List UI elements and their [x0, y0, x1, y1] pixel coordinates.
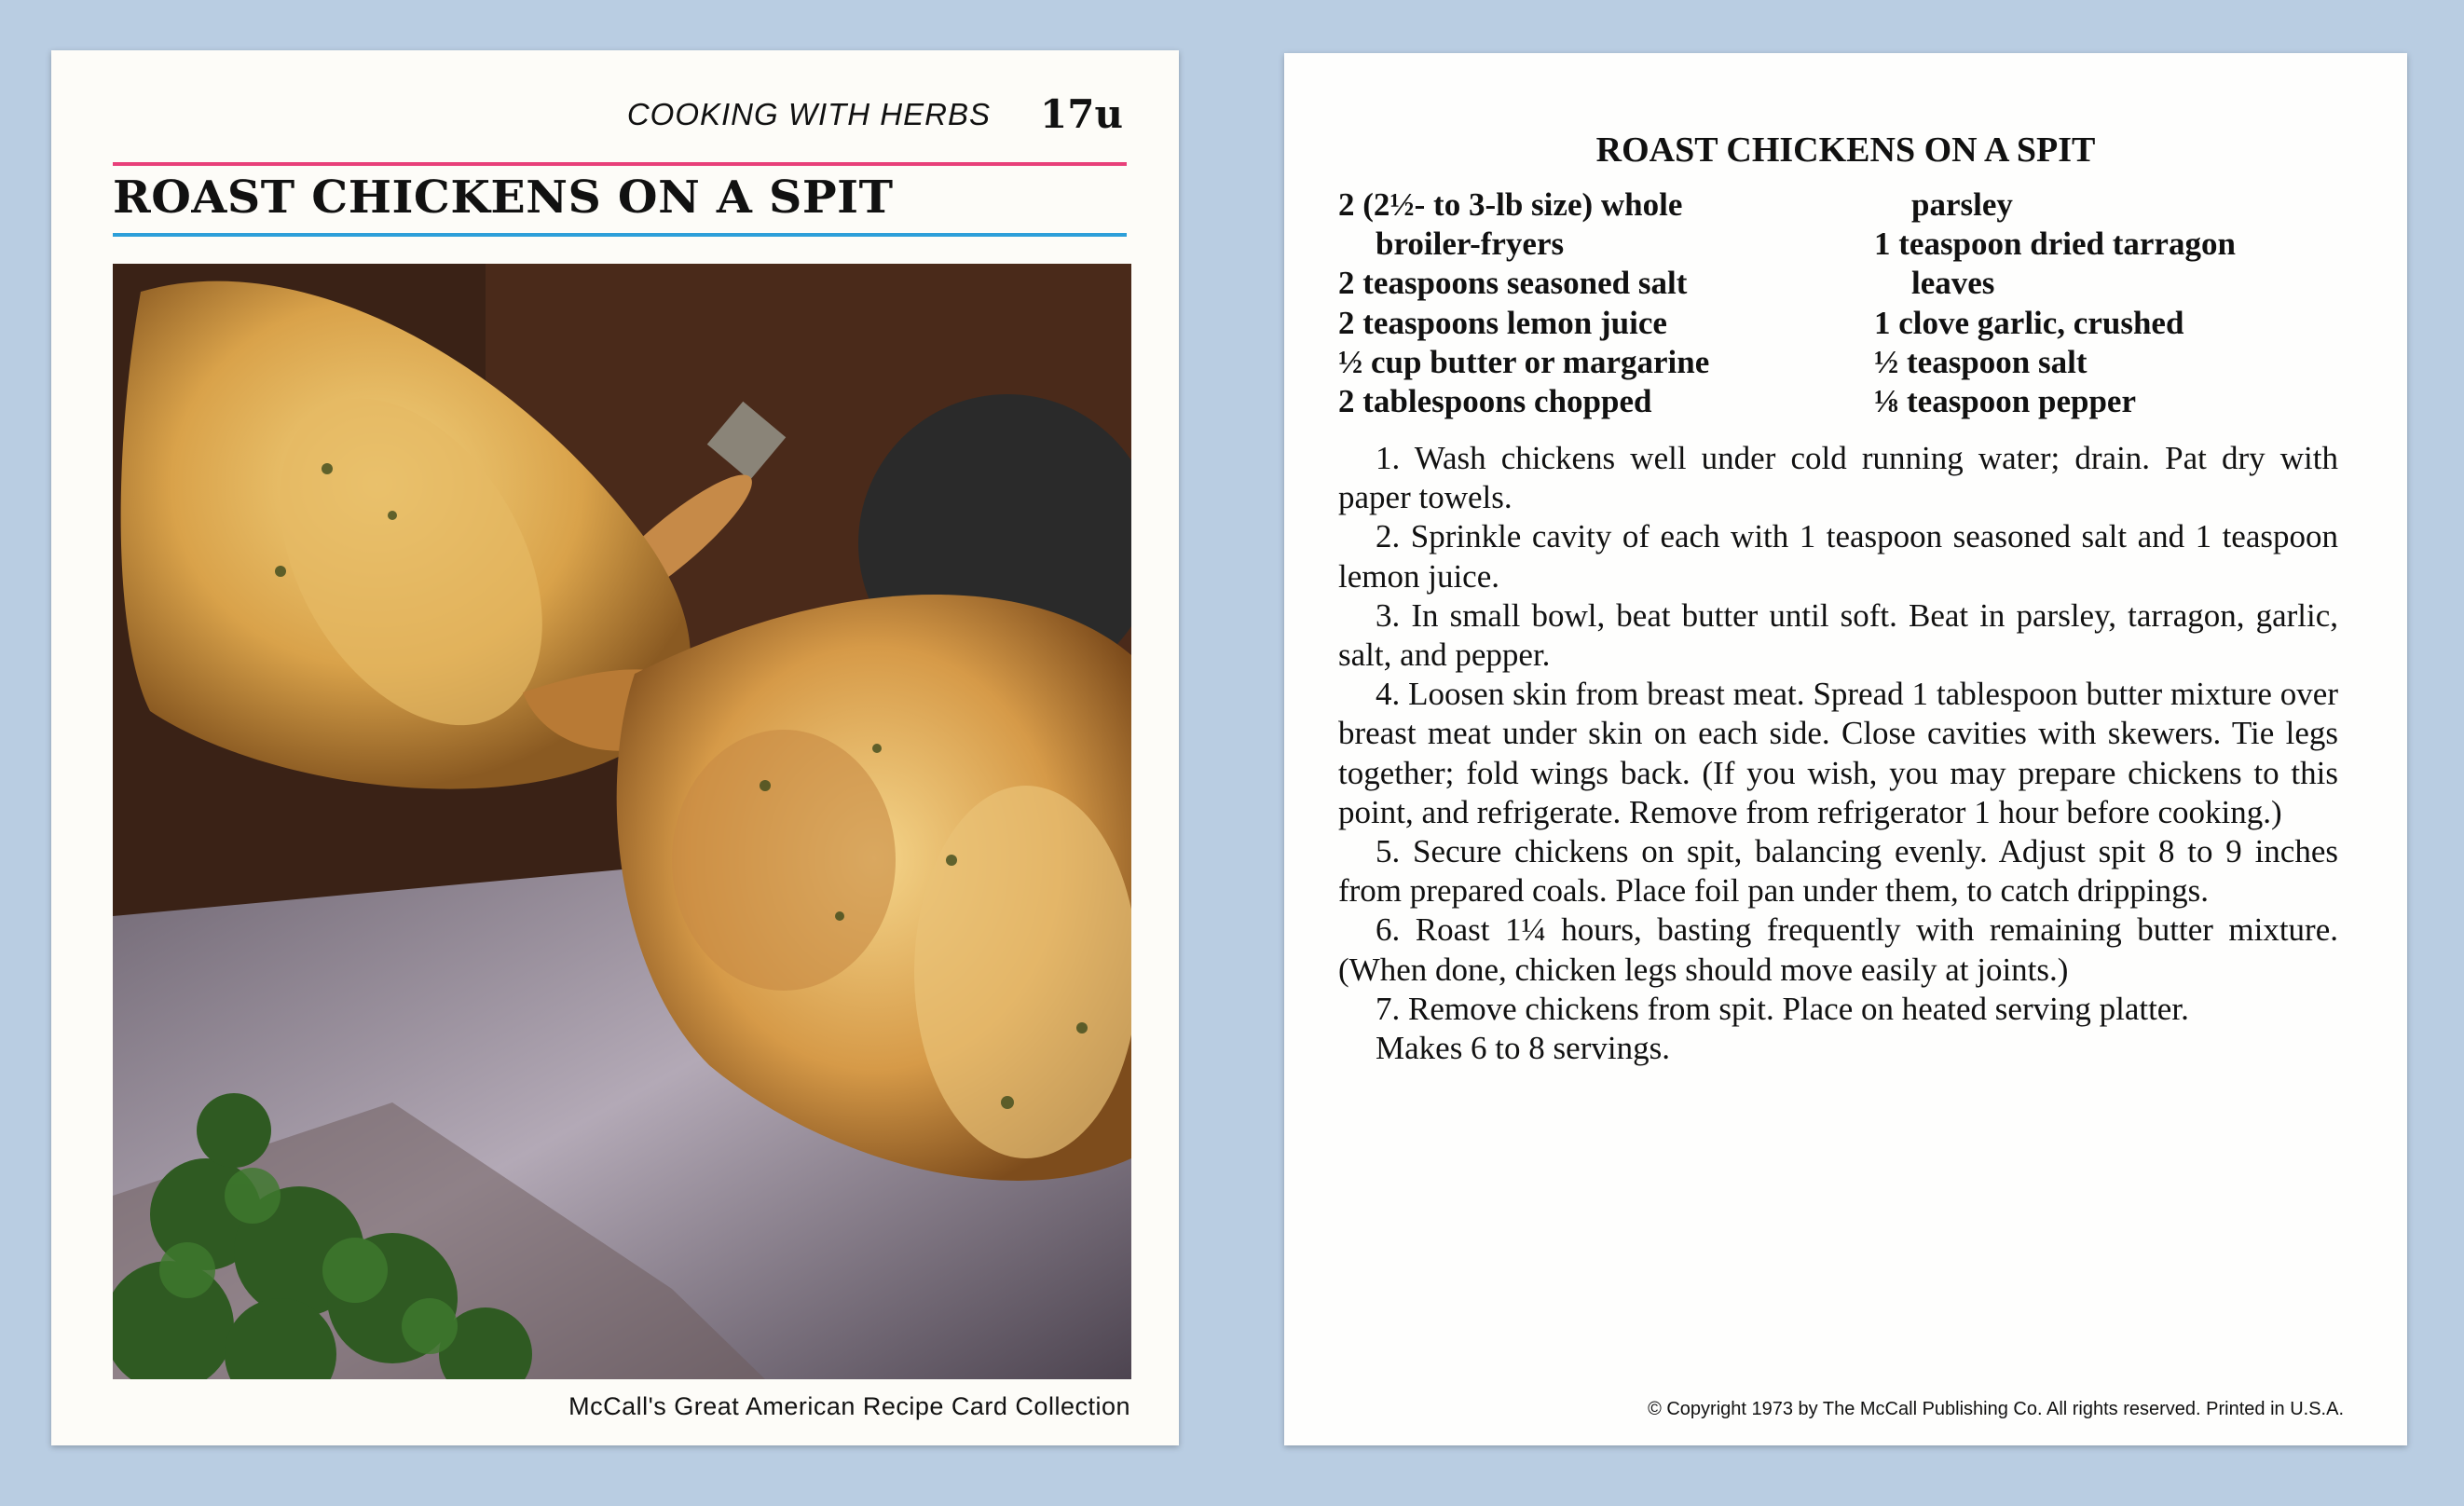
step: 3. In small bowl, beat butter until soft. Beat in parsley, tarragon, garlic, salt, and pepper. [1338, 596, 2338, 674]
pink-divider [113, 162, 1127, 166]
ingredient: 2 (2½- to 3-lb size) whole [1338, 186, 1683, 223]
ingredient: 1 clove garlic, crushed [1874, 304, 2184, 341]
ingredient: parsley [1911, 186, 2013, 223]
instructions [1338, 439, 2338, 1068]
ingredients-right-column [1874, 185, 2236, 421]
collection-label: McCall's Great American Recipe Card Collection [568, 1392, 1130, 1420]
ingredient: 2 tablespoons chopped [1338, 383, 1652, 420]
blue-divider [113, 233, 1127, 237]
step: 6. Roast 1¼ hours, basting frequently with remaining butter mixture. (When done, chicken legs should move easily at joints.) [1338, 911, 2338, 988]
step: 7. Remove chickens from spit. Place on heated serving platter. [1376, 990, 2189, 1027]
ingredient: ½ cup butter or margarine [1338, 343, 1710, 380]
step: 2. Sprinkle cavity of each with 1 teaspoon seasoned salt and 1 teaspoon lemon juice. [1338, 518, 2338, 595]
step: 5. Secure chickens on spit, balancing evenly. Adjust spit 8 to 9 inches from prepared coals. Place foil pan under them, to catch drippings. [1338, 833, 2338, 910]
ingredient: 1 teaspoon dried tarragon [1874, 226, 2236, 263]
recipe-title: ROAST CHICKENS ON A SPIT [113, 171, 894, 224]
ingredient: leaves [1911, 265, 1995, 302]
step: 4. Loosen skin from breast meat. Spread 1 tablespoon butter mixture over breast meat under skin on each side. Close cavities with skewers. Tie legs together; fold wings back. (If you wish, you may prepare chickens to this point, and refrigerate. Remove from refrigerator 1 hour before cooking.) [1338, 676, 2338, 830]
card-number: 17u [1040, 91, 1123, 137]
recipe-card-back [1284, 53, 2407, 1445]
roast-chicken-photo [113, 264, 1131, 1379]
series-label: COOKING WITH HERBS [626, 97, 991, 131]
step: 1. Wash chickens well under cold running water; drain. Pat dry with paper towels. [1338, 440, 2338, 516]
ingredient: ⅛ teaspoon pepper [1874, 383, 2136, 420]
ingredient: ½ teaspoon salt [1874, 343, 2088, 380]
recipe-card-front [51, 50, 1179, 1445]
ingredient: 2 teaspoons lemon juice [1338, 304, 1667, 341]
copyright-notice: © Copyright 1973 by The McCall Publishing Co. All rights reserved. Printed in U.S.A. [1648, 1399, 2344, 1419]
recipe-title-back: ROAST CHICKENS ON A SPIT [1595, 130, 2096, 170]
ingredients-left-column [1338, 185, 1709, 421]
ingredient: broiler-fryers [1376, 226, 1565, 263]
yield: Makes 6 to 8 servings. [1376, 1030, 1670, 1067]
ingredient: 2 teaspoons seasoned salt [1338, 265, 1688, 302]
